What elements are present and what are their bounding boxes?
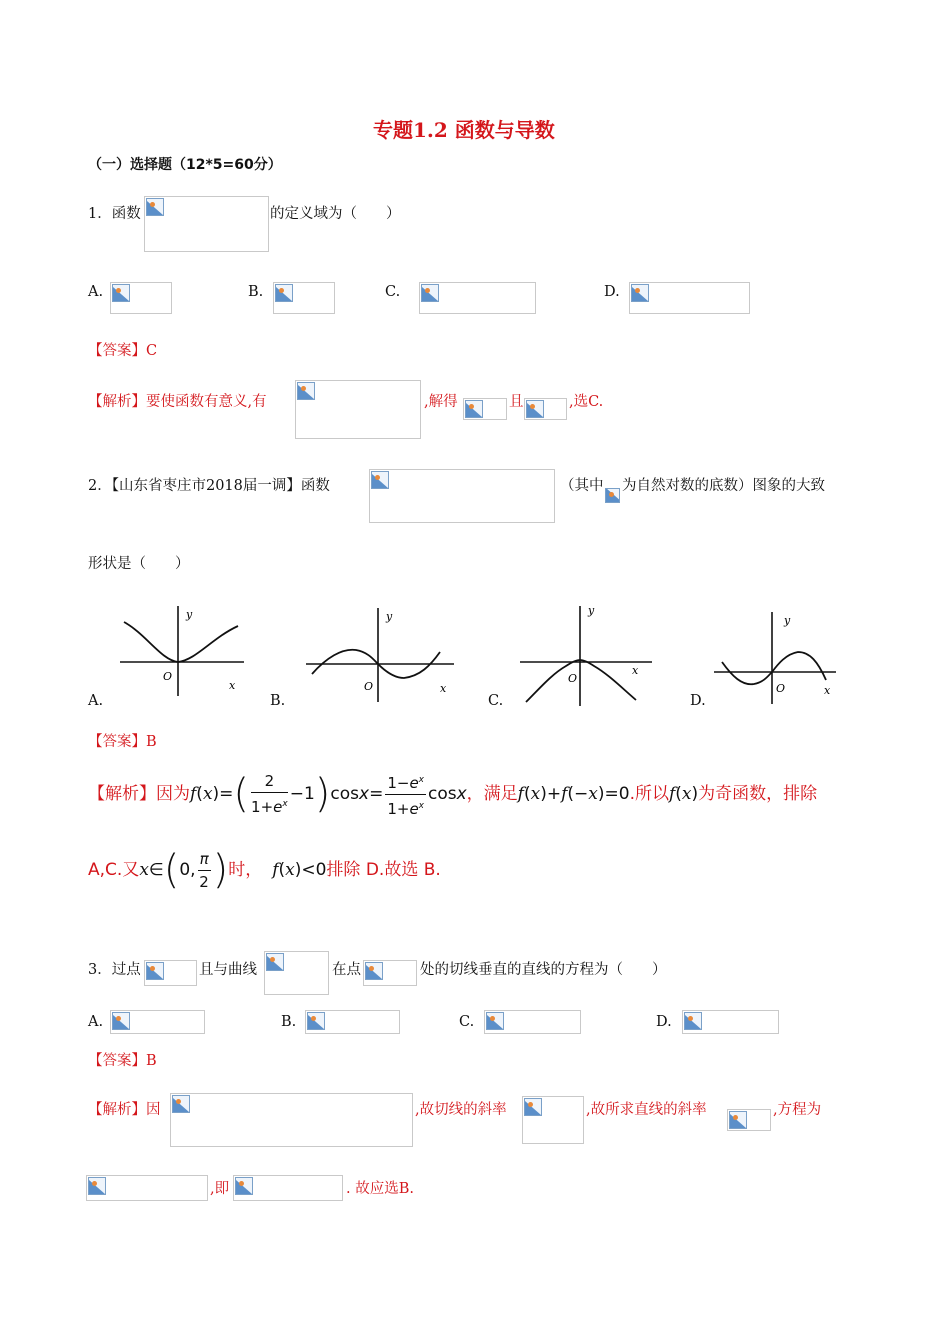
q1-function-image [144, 196, 269, 252]
broken-image-icon [307, 1012, 325, 1030]
q2-exp2-b: 时， [228, 860, 263, 880]
q3-stem-mid2: 在点 [332, 962, 361, 978]
q3-stem-post: 处的切线垂直的直线的方程为（ ） [420, 962, 667, 978]
broken-image-icon [605, 488, 620, 503]
q2-graph-c-y-label: y [588, 604, 595, 617]
q3-exp-a: 【解析】因 [88, 1102, 161, 1118]
q3-exp-b: ,故切线的斜率 [415, 1102, 507, 1118]
q3-explanation-image-5 [233, 1175, 343, 1201]
q1-explanation-prefix: 【解析】要使函数有意义,有 [88, 394, 267, 410]
q2-function-image [369, 469, 555, 523]
q1-option-d-label: D. [604, 284, 620, 300]
q2-explanation-line1: 【解析】因为f(x)=( $\frac{2}{1+e^x}$ −1)cosx= $\frac{1-e^x}{1+e^x}$ cosx，满足f(x)+f(−x)=0.所以f(x)为奇函数，排除 [88, 766, 817, 822]
q3-option-b-image [305, 1010, 400, 1034]
q3-exp-c: ,故所求直线的斜率 [586, 1102, 707, 1118]
q3-stem-mid1: 且与曲线 [199, 962, 257, 978]
q2-graph-b-x-label: x [440, 682, 447, 695]
q2-answer: 【答案】B [88, 734, 157, 750]
q3-option-d-image [682, 1010, 779, 1034]
q2-exp-b: ，满足 [466, 784, 518, 804]
q2-option-b-label: B. [270, 693, 286, 709]
q1-explanation-image-2 [463, 398, 507, 420]
broken-image-icon [684, 1012, 702, 1030]
q3-curve-image [264, 951, 329, 995]
q1-option-a-label: A. [88, 284, 104, 300]
q3-stem-pre: 3．过点 [88, 962, 141, 978]
broken-image-icon [297, 382, 315, 400]
q2-exp-d: 为奇函数，排除 [698, 784, 818, 804]
q2-option-c-label: C. [488, 693, 504, 709]
q2-stem-post: 为自然对数的底数）图象的大致 [622, 478, 825, 494]
q2-graph-a [116, 604, 252, 698]
q1-option-b-image [273, 282, 335, 314]
broken-image-icon [235, 1177, 253, 1195]
q1-explanation-image-3 [524, 398, 567, 420]
q3-option-d-label: D. [656, 1014, 672, 1030]
broken-image-icon [88, 1177, 106, 1195]
broken-image-icon [421, 284, 439, 302]
q1-option-d-image [629, 282, 750, 314]
q3-option-c-image [484, 1010, 581, 1034]
q1-explanation-image-1 [295, 380, 421, 439]
q2-graph-c-origin-label: O [568, 672, 578, 685]
q3-point-image [144, 960, 197, 986]
broken-image-icon [275, 284, 293, 302]
q1-option-a-image [110, 282, 172, 314]
broken-image-icon [112, 284, 130, 302]
broken-image-icon [631, 284, 649, 302]
broken-image-icon [729, 1111, 747, 1129]
q2-graph-b-origin-label: O [364, 680, 374, 693]
q2-graph-d [712, 610, 842, 706]
broken-image-icon [172, 1095, 190, 1113]
broken-image-icon [486, 1012, 504, 1030]
q2-graph-b [304, 606, 460, 704]
q3-answer: 【答案】B [88, 1053, 157, 1069]
q1-stem-post: 的定义域为（ ） [270, 206, 401, 222]
q2-exp2-c: 排除 D.故选 B. [326, 860, 441, 880]
q3-option-a-label: A. [88, 1014, 104, 1030]
broken-image-icon [112, 1012, 130, 1030]
q3-option-c-label: C. [459, 1014, 475, 1030]
q2-graph-a-y-label: y [186, 608, 193, 621]
q1-option-c-label: C. [385, 284, 401, 300]
q2-graph-d-x-label: x [824, 684, 831, 697]
q3-exp2-b: . 故应选B. [346, 1181, 414, 1197]
q3-option-a-image [110, 1010, 205, 1034]
broken-image-icon [524, 1098, 542, 1116]
q2-graph-d-y-label: y [784, 614, 791, 627]
q1-stem-pre: 1．函数 [88, 206, 141, 222]
q2-exp-a: 【解析】因为 [88, 784, 190, 804]
q3-exp2-a: ,即 [210, 1181, 230, 1197]
broken-image-icon [465, 400, 483, 418]
q2-option-a-label: A. [88, 693, 104, 709]
q3-explanation-image-1 [170, 1093, 413, 1147]
q2-stem-line2: 形状是（ ） [88, 556, 190, 572]
broken-image-icon [365, 962, 383, 980]
q1-option-c-image [419, 282, 536, 314]
q2-option-d-label: D. [690, 693, 706, 709]
q2-stem-pre: 2．【山东省枣庄市2018届一调】函数 [88, 478, 330, 494]
broken-image-icon [526, 400, 544, 418]
page-title: 专题1.2 函数与导数 [373, 118, 555, 142]
q2-graph-d-origin-label: O [776, 682, 786, 695]
q2-formula-f: f(x)= [190, 784, 234, 804]
q2-graph-c-x-label: x [632, 664, 639, 677]
q2-e-image [605, 488, 622, 506]
q2-exp2-a: A,C.又 [88, 860, 140, 880]
q2-stem-mid: （其中 [560, 478, 604, 494]
broken-image-icon [146, 198, 164, 216]
q1-option-b-label: B. [248, 284, 264, 300]
q2-graph-b-y-label: y [386, 610, 393, 623]
q1-answer: 【答案】C [88, 343, 158, 359]
q2-graph-a-origin-label: O [163, 670, 173, 683]
q1-explanation-mid1: ,解得 [424, 394, 458, 410]
broken-image-icon [266, 953, 284, 971]
q3-exp-d: ,方程为 [773, 1102, 822, 1118]
q3-explanation-image-4 [86, 1175, 208, 1201]
q2-exp-c: .所以 [629, 784, 669, 804]
q3-explanation-image-2 [522, 1096, 584, 1144]
q2-explanation-line2: A,C.又x∈(0, $\frac{\pi}{2}$ )时， f(x)<0排除 D.故选 B. [88, 847, 441, 893]
q3-option-b-label: B. [281, 1014, 297, 1030]
broken-image-icon [146, 962, 164, 980]
broken-image-icon [371, 471, 389, 489]
section-heading: （一）选择题（12*5=60分） [88, 157, 282, 173]
q3-tangent-point-image [363, 960, 417, 986]
q2-graph-c [518, 604, 658, 708]
q1-explanation-end: ,选C. [569, 394, 604, 410]
q2-graph-a-x-label: x [229, 679, 236, 692]
q1-explanation-mid2: 且 [509, 394, 524, 410]
q3-explanation-image-3 [727, 1109, 771, 1131]
